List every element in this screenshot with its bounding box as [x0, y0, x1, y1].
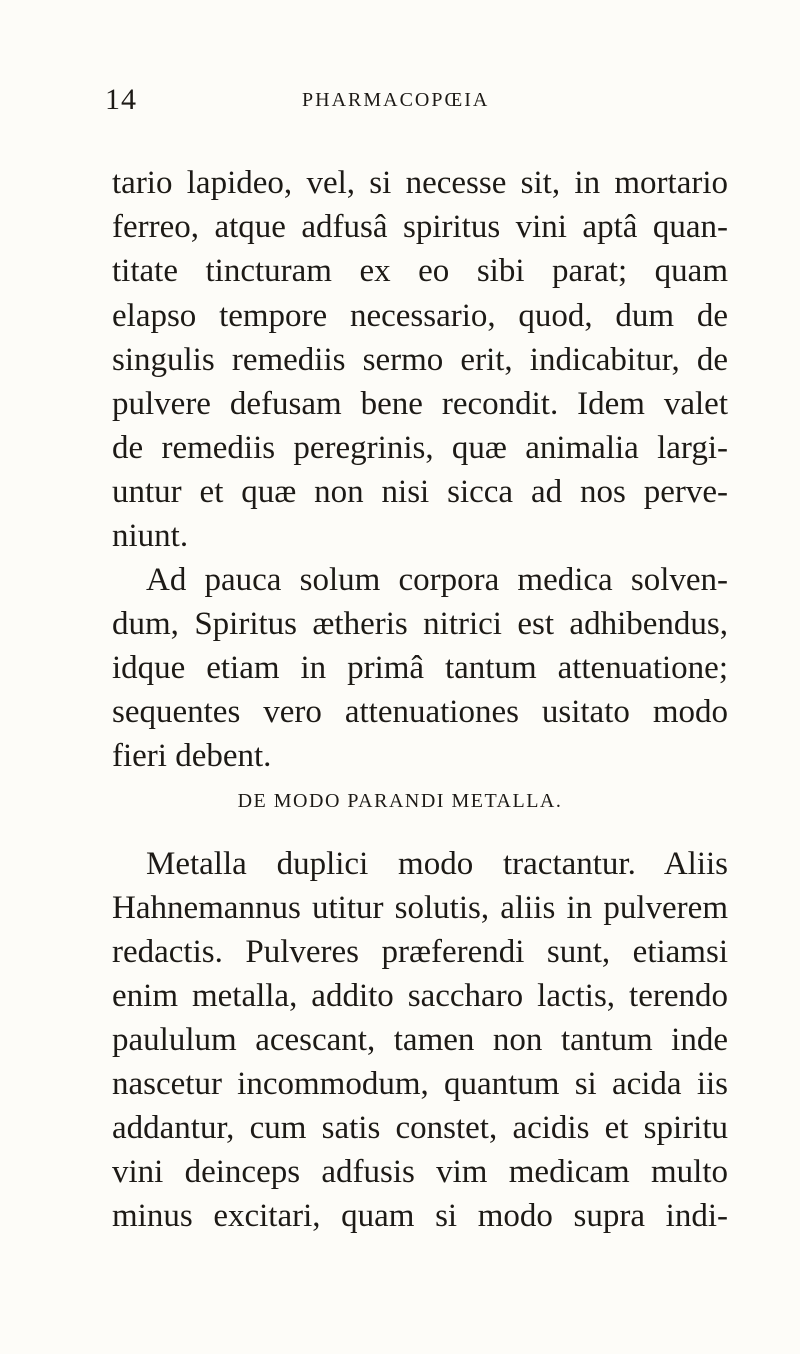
text-line: tario lapideo, vel, si necesse sit, in mortario: [112, 165, 728, 201]
text-line: sequentes vero attenuationes usitato modo: [112, 694, 728, 730]
text-line: Ad pauca solum corpora medica solven-: [146, 562, 728, 598]
running-head: [0, 80, 800, 120]
text-line: redactis. Pulveres præferendi sunt, etiamsi: [112, 934, 728, 970]
text-line: Metalla duplici modo tractantur. Aliis: [146, 846, 728, 882]
text-line: ferreo, atque adfusâ spiritus vini aptâ quan-: [112, 209, 728, 245]
text-line: dum, Spiritus ætheris nitrici est adhibendus,: [112, 606, 728, 642]
text-line: minus excitari, quam si modo supra indi-: [112, 1198, 728, 1234]
text-line: untur et quæ non nisi sicca ad nos perve-: [112, 474, 728, 510]
text-line: pulvere defusam bene recondit. Idem valet: [112, 386, 728, 422]
text-line: titate tincturam ex eo sibi parat; quam: [112, 253, 728, 289]
text-line: elapso tempore necessario, quod, dum de: [112, 298, 728, 334]
text-line: niunt.: [112, 518, 189, 554]
text-line: enim metalla, addito saccharo lactis, terendo: [112, 978, 728, 1014]
text-line: Hahnemannus utitur solutis, aliis in pulverem: [112, 890, 728, 926]
section-heading: DE MODO PARANDI METALLA.: [237, 790, 563, 812]
text-line: addantur, cum satis constet, acidis et spiritu: [112, 1110, 728, 1146]
text-line: singulis remediis sermo erit, indicabitur, de: [112, 342, 728, 378]
running-title: PHARMACOPŒIA: [302, 89, 490, 111]
text-line: fieri debent.: [112, 738, 272, 774]
text-line: paululum acescant, tamen non tantum inde: [112, 1022, 728, 1058]
text-line: vini deinceps adfusis vim medicam multo: [112, 1154, 728, 1190]
text-line: idque etiam in primâ tantum attenuatione;: [112, 650, 728, 686]
page-number: 14: [105, 83, 137, 116]
text-line: de remediis peregrinis, quæ animalia largi-: [112, 430, 728, 466]
text-line: nascetur incommodum, quantum si acida iis: [112, 1066, 728, 1102]
